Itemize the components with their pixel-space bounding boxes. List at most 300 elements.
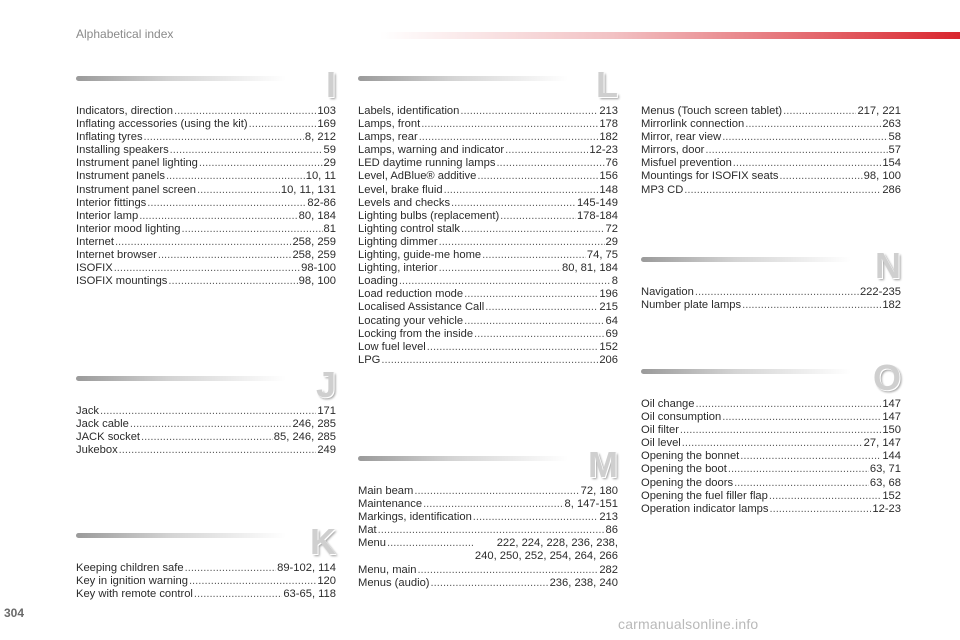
index-entry	[76, 118, 336, 131]
entry-pages: 103	[317, 105, 336, 117]
dot-leader	[474, 328, 605, 341]
index-section-l	[358, 64, 618, 367]
entry-pages: 263	[882, 118, 901, 131]
entry-pages: 152	[882, 489, 901, 502]
index-entry	[358, 275, 618, 288]
entry-term: MP3 CD	[641, 183, 684, 196]
section-divider	[641, 257, 851, 262]
entry-term: Instrument panel screen	[76, 183, 197, 196]
entry-pages: 63, 71	[869, 463, 901, 476]
entry-term: Maintenance	[358, 498, 423, 511]
index-entry	[76, 105, 336, 118]
entry-term: Key in ignition warning	[76, 575, 188, 588]
entry-term: ISOFIX	[76, 262, 113, 275]
dot-leader	[461, 223, 605, 236]
entry-pages: 171	[317, 405, 336, 417]
dot-leader	[419, 131, 599, 144]
section-divider	[76, 76, 286, 81]
index-entry	[358, 564, 618, 577]
section-divider	[641, 369, 851, 374]
index-entry	[358, 341, 618, 354]
entry-term: Level, AdBlue® additive	[358, 170, 477, 183]
section-letter: I	[325, 64, 336, 105]
entry-pages: 206	[599, 353, 618, 366]
entry-term: Lighting control stalk	[358, 222, 460, 235]
entry-pages: 59	[323, 144, 336, 157]
index-entry	[358, 236, 618, 249]
index-entry	[76, 444, 336, 457]
entry-pages: 147	[882, 411, 901, 424]
entry-term: Jack cable	[76, 418, 129, 431]
dot-leader	[431, 577, 549, 590]
entry-term: Interior mood lighting	[76, 222, 181, 235]
index-entry	[76, 275, 336, 288]
entry-pages: 258, 259	[292, 249, 336, 262]
dot-leader	[158, 249, 292, 262]
index-entry	[358, 105, 618, 118]
section-letter: K	[310, 521, 336, 562]
entry-term: Opening the fuel filler flap	[641, 489, 768, 502]
entry-list	[641, 105, 901, 197]
section-header	[358, 444, 618, 485]
index-section-m	[358, 444, 618, 590]
entry-pages: 86	[605, 524, 618, 537]
index-entry	[76, 575, 336, 588]
dot-leader	[496, 157, 604, 170]
index-entry	[358, 511, 618, 524]
dot-leader	[141, 431, 273, 444]
entry-term: Lighting, guide-me home	[358, 249, 482, 262]
entry-pages-line: 222, 224, 228, 236, 238,	[496, 537, 618, 550]
dot-leader	[473, 511, 599, 524]
entry-pages	[475, 537, 618, 563]
dot-leader	[199, 157, 323, 170]
dot-leader	[745, 118, 881, 131]
entry-pages: 217, 221	[857, 105, 901, 117]
dot-leader	[742, 299, 881, 312]
dot-leader	[451, 197, 576, 210]
index-entry	[641, 105, 901, 118]
entry-term: Instrument panel lighting	[76, 157, 198, 170]
entry-term: Lamps, warning and indicator	[358, 144, 505, 157]
index-entry	[76, 197, 336, 210]
index-entry	[76, 210, 336, 223]
entry-term: Oil consumption	[641, 411, 722, 424]
dot-leader	[185, 562, 277, 575]
entry-pages: 27, 147	[863, 437, 901, 450]
entry-pages: 69	[605, 327, 618, 340]
entry-pages: 150	[882, 424, 901, 437]
entry-pages: 213	[599, 511, 618, 524]
dot-leader	[734, 477, 869, 490]
entry-pages: 147	[882, 398, 901, 410]
entry-pages: 63-65, 118	[283, 588, 336, 601]
entry-pages: 148	[599, 183, 618, 196]
entry-list	[358, 105, 618, 367]
entry-pages: 76	[605, 157, 618, 170]
index-entry	[358, 131, 618, 144]
dot-leader	[680, 424, 881, 437]
section-letter: J	[315, 364, 336, 405]
entry-term: Load reduction mode	[358, 288, 464, 301]
index-entry	[358, 485, 618, 498]
dot-leader	[115, 236, 291, 249]
entry-pages: 156	[599, 170, 618, 183]
entry-term: Loading	[358, 275, 398, 288]
entry-pages: 57	[888, 144, 901, 157]
dot-leader	[722, 411, 881, 424]
dot-leader	[482, 249, 586, 262]
entry-term: Oil change	[641, 398, 695, 410]
index-entry	[358, 524, 618, 537]
index-section-j	[76, 364, 336, 457]
entry-pages: 182	[599, 131, 618, 144]
dot-leader	[417, 564, 598, 577]
entry-term: Mirror, rear view	[641, 131, 722, 144]
entry-term: Misfuel prevention	[641, 157, 732, 170]
entry-term: Main beam	[358, 485, 414, 497]
dot-leader	[733, 157, 882, 170]
index-entry	[358, 301, 618, 314]
entry-pages: 80, 81, 184	[562, 262, 618, 275]
dot-leader	[147, 197, 306, 210]
dot-leader	[414, 485, 579, 498]
section-header	[76, 364, 336, 405]
index-entry	[76, 249, 336, 262]
index-section-n	[641, 245, 901, 312]
index-entry	[641, 490, 901, 503]
index-entry	[641, 463, 901, 476]
index-entry	[358, 262, 618, 275]
entry-list	[358, 485, 618, 590]
entry-term: Lighting, interior	[358, 262, 438, 275]
index-entry	[76, 157, 336, 170]
entry-term: Mirrorlink connection	[641, 118, 745, 131]
entry-term: Menus (audio)	[358, 576, 430, 589]
entry-term: Opening the bonnet	[641, 450, 740, 463]
dot-leader	[485, 301, 598, 314]
entry-term: Operation indicator lamps	[641, 502, 769, 515]
entry-pages: 120	[317, 575, 336, 588]
index-entry	[641, 118, 901, 131]
section-header	[358, 64, 618, 105]
dot-leader	[779, 170, 862, 183]
entry-term: Interior lamp	[76, 209, 139, 222]
index-entry	[641, 170, 901, 183]
index-entry	[76, 588, 336, 601]
dot-leader	[381, 354, 598, 367]
entry-list	[641, 286, 901, 312]
index-entry	[76, 562, 336, 575]
entry-pages: 286	[882, 183, 901, 196]
section-divider	[358, 456, 568, 461]
entry-pages: 178-184	[576, 209, 618, 222]
index-entry	[358, 354, 618, 367]
entry-pages: 98-100	[301, 262, 336, 275]
entry-pages: 64	[605, 314, 618, 327]
entry-term: Mirrors, door	[641, 144, 705, 157]
dot-leader	[189, 575, 316, 588]
index-entry	[76, 223, 336, 236]
entry-pages: 98, 100	[298, 275, 336, 288]
dot-leader	[421, 118, 598, 131]
section-divider	[76, 533, 286, 538]
entry-term: Oil level	[641, 437, 681, 450]
index-entry	[358, 144, 618, 157]
dot-leader	[505, 144, 588, 157]
section-divider	[358, 76, 568, 81]
index-entry	[358, 170, 618, 183]
dot-leader	[464, 315, 604, 328]
entry-pages: 246, 285	[292, 418, 336, 431]
section-letter: N	[875, 245, 901, 286]
entry-term: Opening the boot	[641, 463, 727, 476]
header-accent-bar	[380, 32, 960, 39]
entry-term: Menus (Touch screen tablet)	[641, 105, 783, 117]
dot-leader	[194, 588, 282, 601]
index-entry	[641, 299, 901, 312]
entry-list	[76, 562, 336, 601]
entry-pages: 282	[599, 563, 618, 576]
index-entry	[641, 157, 901, 170]
index-entry	[76, 431, 336, 444]
index-section-o	[641, 357, 901, 516]
entry-pages-line: 240, 250, 252, 254, 264, 266	[474, 550, 618, 563]
dot-leader	[460, 105, 598, 118]
index-entry	[641, 503, 901, 516]
dot-leader	[444, 184, 599, 197]
entry-term: Oil filter	[641, 424, 679, 437]
dot-leader	[174, 105, 316, 118]
entry-term: Opening the doors	[641, 476, 734, 489]
entry-term: JACK socket	[76, 431, 141, 444]
index-entry	[358, 184, 618, 197]
dot-leader	[139, 210, 297, 223]
entry-list	[641, 398, 901, 516]
section-divider	[76, 376, 286, 381]
entry-pages: 145-149	[576, 196, 618, 209]
dot-leader	[378, 524, 605, 537]
dot-leader	[100, 405, 316, 418]
dot-leader	[769, 490, 881, 503]
section-letter: M	[588, 444, 618, 485]
entry-term: Key with remote control	[76, 588, 193, 601]
entry-term: LED daytime running lamps	[358, 157, 496, 170]
entry-term: Navigation	[641, 286, 694, 298]
dot-leader	[728, 463, 869, 476]
entry-term: Instrument panels	[76, 170, 165, 183]
dot-leader	[423, 498, 563, 511]
entry-pages: 178	[599, 118, 618, 131]
entry-term: Lamps, rear	[358, 131, 418, 144]
section-letter: L	[596, 64, 618, 105]
index-entry	[641, 437, 901, 450]
dot-leader	[464, 288, 598, 301]
section-header	[641, 357, 901, 398]
entry-term: Internet browser	[76, 249, 157, 262]
entry-term: Markings, identification	[358, 511, 472, 524]
section-letter: O	[872, 357, 901, 398]
entry-term: Menu	[358, 537, 386, 550]
index-entry	[76, 418, 336, 431]
index-entry	[358, 197, 618, 210]
entry-term: Locking from the inside	[358, 327, 474, 340]
entry-pages: 85, 246, 285	[273, 431, 336, 444]
dot-leader	[783, 105, 856, 118]
index-entry	[358, 118, 618, 131]
dot-leader	[500, 210, 576, 223]
entry-pages: 10, 11, 131	[280, 183, 336, 196]
entry-pages: 222-235	[859, 286, 901, 298]
entry-pages: 258, 259	[292, 235, 336, 248]
entry-pages: 81	[323, 222, 336, 235]
entry-term: LPG	[358, 353, 381, 366]
entry-term: Inflating tyres	[76, 131, 143, 144]
index-entry	[76, 144, 336, 157]
entry-term: Lighting bulbs (replacement)	[358, 209, 500, 222]
entry-pages: 12-23	[872, 502, 901, 515]
entry-term: Indicators, direction	[76, 105, 174, 117]
entry-pages: 154	[882, 157, 901, 170]
entry-list	[76, 105, 336, 288]
dot-leader	[144, 131, 304, 144]
index-entry	[641, 424, 901, 437]
index-entry	[76, 236, 336, 249]
dot-leader	[197, 184, 280, 197]
entry-term: Mountings for ISOFIX seats	[641, 170, 779, 183]
entry-list	[76, 405, 336, 457]
entry-pages: 98, 100	[863, 170, 901, 183]
entry-pages: 182	[882, 299, 901, 312]
entry-pages: 58	[888, 131, 901, 144]
index-entry	[641, 411, 901, 424]
index-entry	[641, 477, 901, 490]
index-entry	[358, 157, 618, 170]
entry-term: Locating your vehicle	[358, 314, 464, 327]
entry-pages: 74, 75	[586, 249, 618, 262]
entry-term: Installing speakers	[76, 144, 169, 157]
entry-term: Jukebox	[76, 444, 118, 457]
entry-pages: 152	[599, 340, 618, 353]
index-entry	[358, 249, 618, 262]
entry-term: ISOFIX mountings	[76, 275, 168, 288]
dot-leader	[168, 275, 297, 288]
entry-pages: 196	[599, 288, 618, 301]
entry-pages: 29	[605, 235, 618, 248]
dot-leader	[119, 444, 317, 457]
index-entry	[76, 262, 336, 275]
entry-pages: 89-102, 114	[277, 562, 336, 574]
entry-pages: 144	[882, 450, 901, 463]
dot-leader	[740, 450, 881, 463]
dot-leader	[166, 170, 305, 183]
dot-leader	[114, 262, 300, 275]
index-entry	[641, 286, 901, 299]
entry-pages: 8, 212	[304, 131, 336, 144]
index-entry	[358, 537, 618, 563]
index-entry	[76, 131, 336, 144]
index-entry	[76, 170, 336, 183]
dot-leader	[439, 262, 561, 275]
dot-leader	[769, 503, 871, 516]
entry-pages: 10, 11	[305, 170, 336, 183]
index-entry	[358, 288, 618, 301]
entry-pages: 29	[323, 157, 336, 170]
entry-pages: 169	[317, 118, 336, 131]
index-entry	[76, 184, 336, 197]
entry-term: Level, brake fluid	[358, 183, 443, 196]
dot-leader	[170, 144, 323, 157]
dot-leader	[695, 286, 859, 299]
entry-term: Inflating accessories (using the kit)	[76, 118, 248, 131]
entry-term: Keeping children safe	[76, 562, 184, 574]
index-entry	[641, 144, 901, 157]
page-number: 304	[4, 606, 25, 620]
entry-term: Lighting dimmer	[358, 235, 438, 248]
index-entry	[641, 131, 901, 144]
page-header-title: Alphabetical index	[76, 27, 174, 41]
index-entry	[641, 184, 901, 197]
dot-leader	[249, 118, 317, 131]
dot-leader	[722, 131, 887, 144]
index-entry	[358, 498, 618, 511]
entry-term: Low fuel level	[358, 340, 426, 353]
dot-leader	[130, 418, 292, 431]
index-entry	[358, 315, 618, 328]
dot-leader	[705, 144, 887, 157]
entry-term: Mat	[358, 524, 377, 537]
entry-term: Jack	[76, 405, 100, 417]
dot-leader	[696, 398, 882, 411]
entry-pages: 72	[605, 222, 618, 235]
entry-term: Internet	[76, 235, 114, 248]
entry-term: Localised Assistance Call	[358, 301, 485, 314]
entry-pages: 82-86	[307, 196, 336, 209]
entry-term: Labels, identification	[358, 105, 460, 117]
entry-term: Levels and checks	[358, 196, 451, 209]
index-section-m-continued	[641, 105, 901, 197]
entry-pages: 236, 238, 240	[549, 576, 618, 589]
dot-leader	[477, 170, 598, 183]
index-entry	[358, 210, 618, 223]
index-section-i	[76, 64, 336, 288]
entry-pages: 80, 184	[298, 209, 336, 222]
dot-leader	[387, 537, 474, 550]
dot-leader	[427, 341, 599, 354]
entry-pages: 8	[611, 275, 618, 288]
watermark: carmanualsonline.info	[618, 616, 759, 632]
dot-leader	[399, 275, 611, 288]
section-header	[76, 64, 336, 105]
index-entry	[76, 405, 336, 418]
index-entry	[358, 328, 618, 341]
index-entry	[641, 450, 901, 463]
dot-leader	[684, 184, 881, 197]
entry-pages: 215	[599, 301, 618, 314]
entry-pages: 8, 147-151	[564, 498, 618, 511]
dot-leader	[181, 223, 322, 236]
index-entry	[641, 398, 901, 411]
entry-term: Lamps, front	[358, 118, 421, 131]
entry-pages: 213	[599, 105, 618, 117]
index-entry	[358, 223, 618, 236]
dot-leader	[682, 437, 863, 450]
entry-term: Number plate lamps	[641, 299, 742, 312]
dot-leader	[439, 236, 605, 249]
entry-term: Interior fittings	[76, 196, 147, 209]
index-entry	[358, 577, 618, 590]
entry-term: Menu, main	[358, 563, 417, 576]
